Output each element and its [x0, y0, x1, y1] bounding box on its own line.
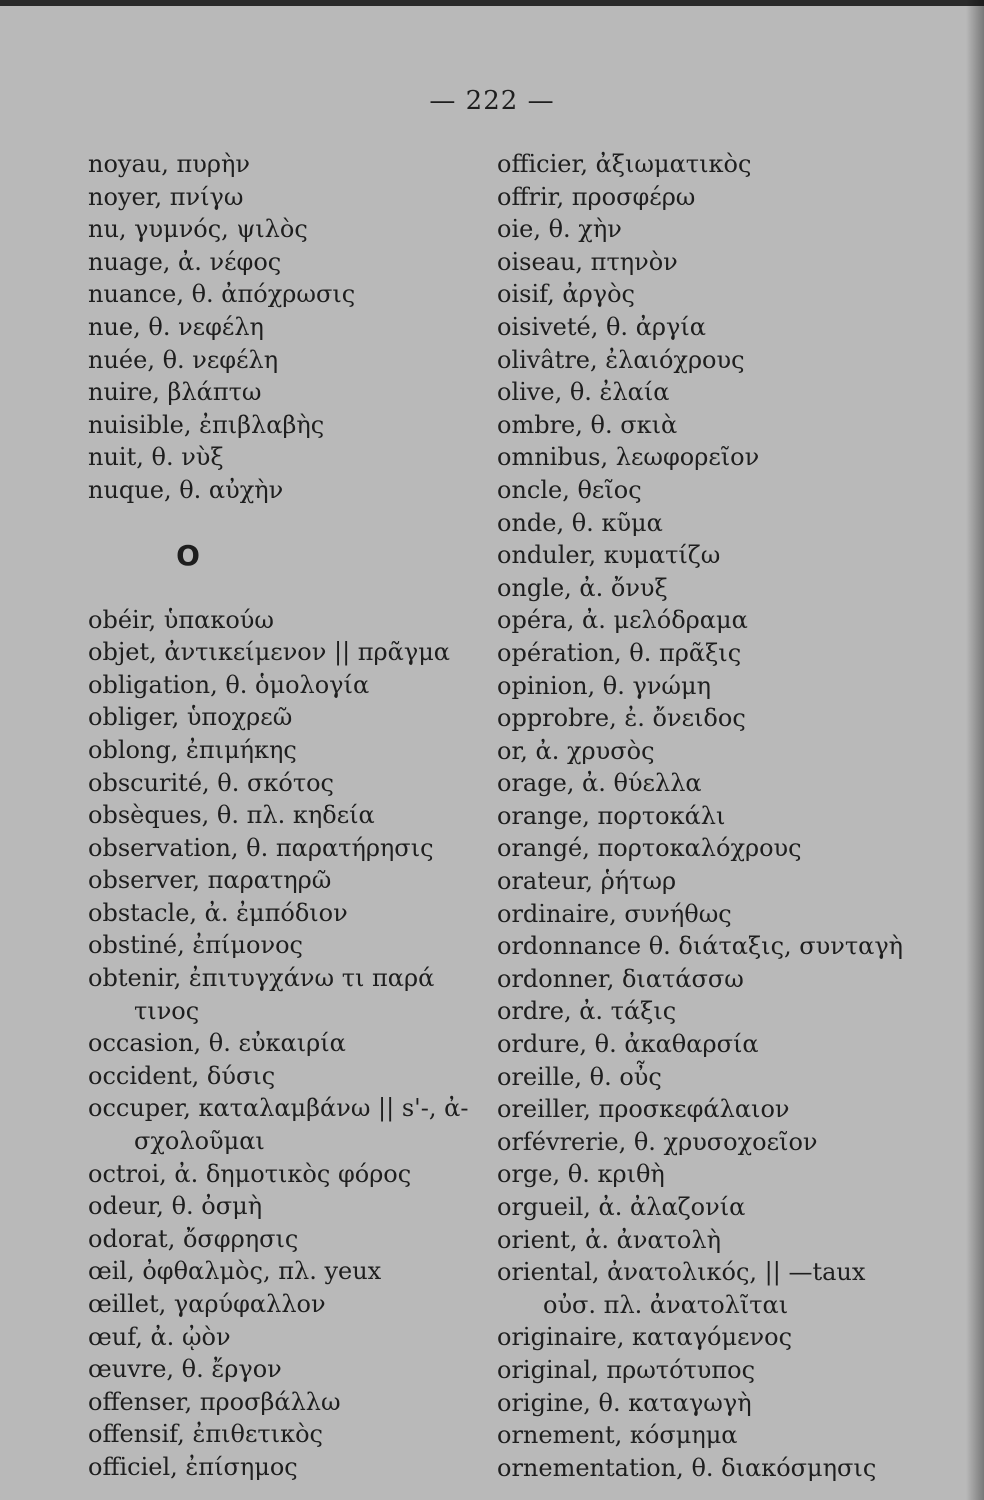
dictionary-entry: obéir, ὑπακούω: [88, 605, 274, 634]
dictionary-entry: orateur, ῥήτωρ: [497, 867, 677, 896]
dictionary-entry: occasion, θ. εὐκαιρία: [88, 1029, 346, 1058]
dictionary-entry: obsèques, θ. πλ. κηδεία: [88, 801, 375, 830]
dictionary-entry: nu, γυμνός, ψιλὸς: [88, 215, 308, 244]
dictionary-entry: nue, θ. νεφέλη: [88, 312, 264, 341]
dictionary-entry: nuée, θ. νεφέλη: [88, 345, 279, 374]
dictionary-entry: œillet, γαρύφαλλον: [88, 1290, 326, 1318]
dictionary-entry: objet, ἀντικείμενον || πρᾶγμα: [88, 638, 451, 667]
dictionary-entry: omnibus, λεωφορεῖον: [497, 443, 760, 472]
dictionary-entry: odeur, θ. ὀσμὴ: [88, 1192, 263, 1221]
page-number: — 222 —: [429, 86, 555, 116]
left-entries-n: [88, 148, 488, 507]
dictionary-entry: original, πρωτότυπος: [497, 1355, 756, 1384]
dictionary-entry-continuation: τινος: [134, 996, 200, 1025]
dictionary-entry: olive, θ. ἐλαία: [497, 378, 670, 407]
dictionary-entry: nuire, βλάπτω: [88, 378, 262, 407]
dictionary-entry: offrir, προσφέρω: [497, 182, 696, 211]
dictionary-entry: ombre, θ. σκιὰ: [497, 410, 678, 439]
dictionary-entry: orangé, πορτοκαλόχρους: [497, 834, 802, 863]
dictionary-entry: nuque, θ. αὐχὴν: [88, 475, 284, 504]
dictionary-entry: obstiné, ἐπίμονος: [88, 931, 303, 960]
dictionary-entry-continuation: οὐσ. πλ. ἀνατολῖται: [543, 1290, 789, 1319]
dictionary-entry: onde, θ. κῦμα: [497, 508, 663, 537]
dictionary-entry: nuage, ἀ. νέφος: [88, 247, 282, 276]
dictionary-entry: observer, παρατηρῶ: [88, 866, 332, 895]
dictionary-entry: observation, θ. παρατήρησις: [88, 833, 434, 862]
dictionary-entry: obstacle, ἀ. ἐμπόδιον: [88, 898, 348, 927]
dictionary-entry: oblong, ἐπιμήκης: [88, 735, 297, 764]
dictionary-entry: oreiller, προσκεφάλαιον: [497, 1095, 790, 1124]
dictionary-entry: oriental, ἀνατολικός, || —taux: [497, 1258, 866, 1287]
dictionary-entry: noyer, πνίγω: [88, 182, 244, 211]
dictionary-entry: opération, θ. πρᾶξις: [497, 638, 742, 667]
page-top-edge: [0, 0, 984, 6]
dictionary-entry: or, ἀ. χρυσὸς: [497, 736, 655, 765]
dictionary-entry: ordonner, διατάσσω: [497, 964, 744, 993]
dictionary-entry: oisif, ἀργὸς: [497, 280, 635, 309]
dictionary-entry: nuisible, ἐπιβλαβὴς: [88, 410, 325, 439]
dictionary-entry: orfévrerie, θ. χρυσοχοεῖον: [497, 1127, 818, 1156]
dictionary-entry: originaire, καταγόμενος: [497, 1323, 793, 1352]
dictionary-entry: ornement, κόσμημα: [497, 1421, 738, 1450]
dictionary-entry: orge, θ. κριθὴ: [497, 1160, 665, 1189]
dictionary-entry: œuf, ἀ. ᾠὸν: [88, 1322, 231, 1351]
dictionary-entry: oisiveté, θ. ἀργία: [497, 312, 706, 341]
dictionary-entry: obscurité, θ. σκότος: [88, 768, 334, 797]
dictionary-entry: olivâtre, ἐλαιόχρους: [497, 345, 745, 374]
dictionary-entry: ornementation, θ. διακόσμησις: [497, 1453, 877, 1482]
left-column: [88, 148, 488, 1484]
dictionary-entry: oiseau, πτηνὸν: [497, 247, 678, 276]
dictionary-entry: occident, δύσις: [88, 1061, 276, 1090]
dictionary-entry: œil, ὀφθαλμὸς, πλ. yeux: [88, 1257, 382, 1286]
dictionary-entry: oie, θ. χὴν: [497, 215, 622, 244]
dictionary-entry: officier, ἀξιωματικὸς: [497, 150, 752, 178]
dictionary-entry: orient, ἀ. ἀνατολὴ: [497, 1225, 721, 1254]
dictionary-entry: ordure, θ. ἀκαθαρσία: [497, 1030, 759, 1059]
dictionary-entry: ongle, ἀ. ὄνυξ: [497, 573, 668, 602]
dictionary-entry: ordonnance θ. διάταξις, συνταγὴ: [497, 932, 904, 961]
left-entries-o: [88, 604, 488, 1484]
dictionary-entry: oreille, θ. οὖς: [497, 1062, 662, 1091]
dictionary-entry: oncle, θεῖος: [497, 475, 642, 504]
right-column: [497, 148, 904, 1484]
dictionary-entry: orange, πορτοκάλι: [497, 801, 726, 830]
dictionary-entry: officiel, ἐπίσημος: [88, 1452, 298, 1481]
dictionary-entry: orage, ἀ. θύελλα: [497, 769, 702, 798]
dictionary-entry: offensif, ἐπιθετικὸς: [88, 1420, 323, 1449]
dictionary-entry: ordre, ἀ. τάξις: [497, 997, 677, 1026]
dictionary-entry: obtenir, ἐπιτυγχάνω τι παρά: [88, 964, 435, 993]
page-right-edge-shadow: [966, 0, 984, 1500]
dictionary-entry: opéra, ἀ. μελόδραμα: [497, 606, 748, 635]
dictionary-entry: œuvre, θ. ἔργον: [88, 1355, 282, 1384]
dictionary-entry: obliger, ὑποχρεῶ: [88, 703, 293, 732]
dictionary-entry: origine, θ. καταγωγὴ: [497, 1388, 752, 1417]
dictionary-entry: ordinaire, συνήθως: [497, 899, 732, 928]
dictionary-entry: offenser, προσβάλλω: [88, 1387, 341, 1416]
dictionary-entry: onduler, κυματίζω: [497, 541, 721, 570]
dictionary-entry: obligation, θ. ὁμολογία: [88, 670, 370, 699]
dictionary-entry: noyau, πυρὴν: [88, 150, 250, 178]
dictionary-entry: opinion, θ. γνώμη: [497, 671, 711, 700]
right-entries: [497, 148, 904, 1484]
dictionary-entry-continuation: σχολοῦμαι: [134, 1127, 265, 1156]
dictionary-entry: opprobre, ἐ. ὄνειδος: [497, 704, 746, 733]
dictionary-entry: orgueil, ἀ. ἀλαζονία: [497, 1193, 746, 1221]
dictionary-entry: octroi, ἀ. δημοτικὸς φόρος: [88, 1159, 412, 1188]
section-letter-heading: O: [176, 538, 200, 572]
dictionary-entry: nuance, θ. ἀπόχρωσις: [88, 280, 356, 309]
dictionary-entry: odorat, ὄσφρησις: [88, 1224, 299, 1253]
dictionary-entry: occuper, καταλαμβάνω || s'-, ἀ-: [88, 1094, 469, 1123]
dictionary-entry: nuit, θ. νὺξ: [88, 443, 224, 472]
